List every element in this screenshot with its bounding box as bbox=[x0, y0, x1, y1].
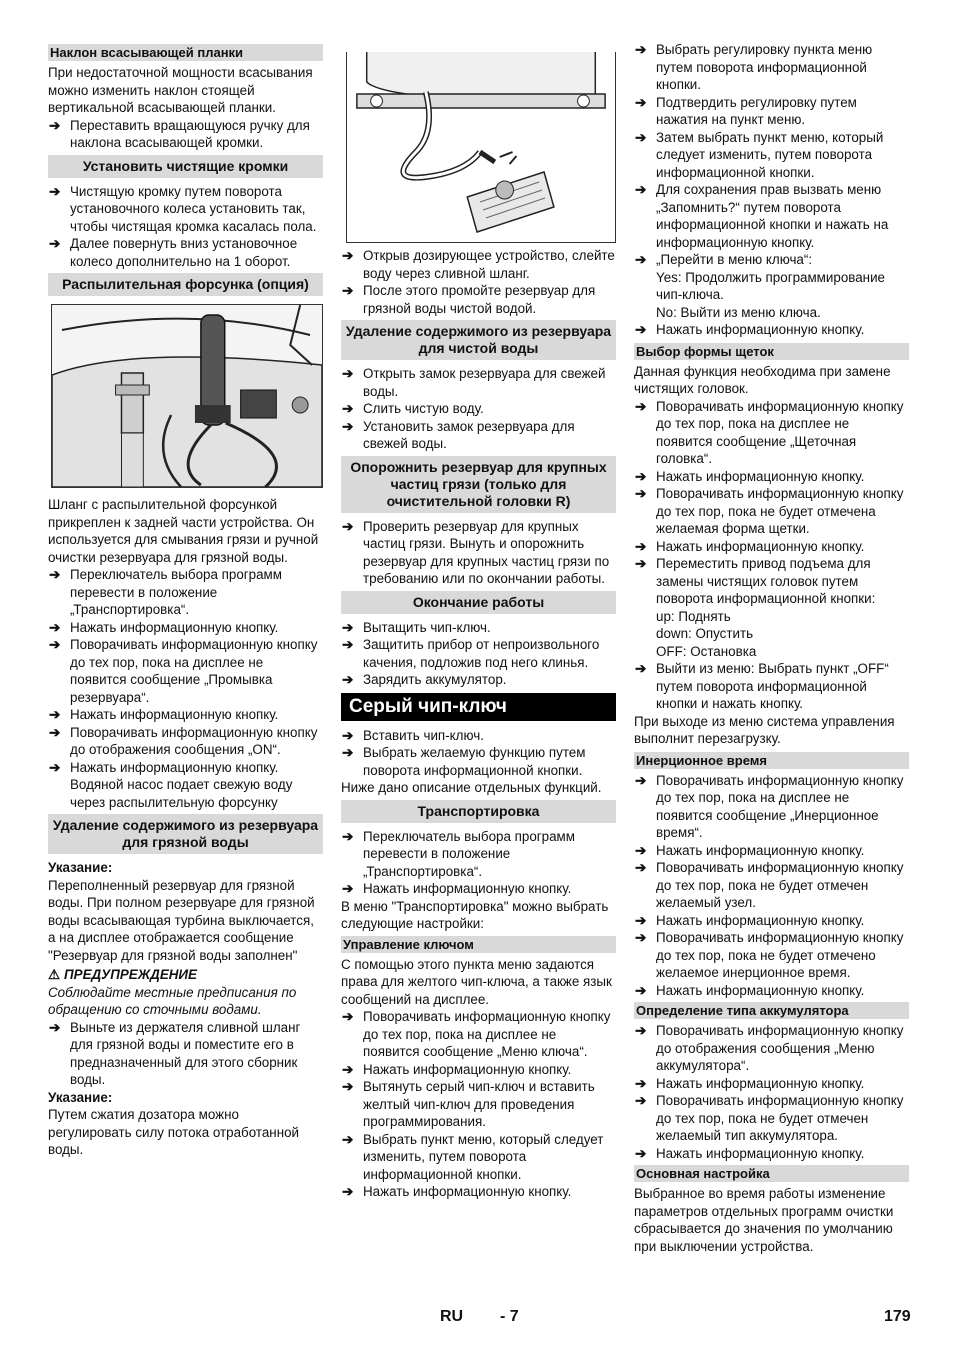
step-text: Поворачивать информационную кнопку до отображения сообщения „ON“. bbox=[70, 724, 318, 757]
step-item bbox=[634, 485, 909, 538]
step-item bbox=[48, 117, 323, 152]
arrow-right-icon: ➔ bbox=[635, 982, 647, 998]
arrow-right-icon: ➔ bbox=[342, 1009, 354, 1024]
section-heading-squeegee: Установить чистящие кромки bbox=[48, 155, 323, 178]
paragraph: В меню "Транспортировка" можно выбрать следующие настройки: bbox=[341, 898, 609, 931]
step-item bbox=[341, 619, 616, 637]
step-list bbox=[341, 247, 616, 317]
arrow-right-icon: ➔ bbox=[342, 518, 354, 534]
step-text: Нажать информационную кнопку. bbox=[363, 881, 572, 896]
arrow-right-icon: ➔ bbox=[342, 366, 354, 381]
step-item bbox=[634, 842, 909, 860]
step-item bbox=[341, 1183, 616, 1201]
step-text: Подтвердить регулировку путем нажатия на пункт меню. bbox=[656, 94, 857, 127]
step-continuation-list bbox=[634, 608, 909, 661]
step-continuation: up: Поднять bbox=[656, 608, 731, 624]
arrow-right-icon: ➔ bbox=[49, 567, 61, 582]
subheading-run-on-time: Инерционное время bbox=[634, 752, 909, 769]
step-text: Открыв дозирующее устройство, слейте воду через сливной шланг. bbox=[363, 248, 615, 281]
arrow-right-icon: ➔ bbox=[49, 117, 61, 133]
section-heading-coarse-dirt: Опорожнить резервуар для крупных частиц грязи (только для очистительной головки R) bbox=[341, 456, 616, 513]
step-text: Нажать информационную кнопку. bbox=[656, 468, 865, 484]
step-text: Поворачивать информационную кнопку до тех пор, пока не будет отмечен желаемый узел. bbox=[656, 860, 904, 910]
arrow-right-icon: ➔ bbox=[342, 727, 354, 743]
subheading-brush-shape: Выбор формы щеток bbox=[634, 343, 909, 360]
arrow-right-icon: ➔ bbox=[342, 1079, 354, 1094]
arrow-right-icon: ➔ bbox=[635, 129, 647, 145]
arrow-right-icon: ➔ bbox=[635, 42, 647, 57]
step-list bbox=[48, 1019, 323, 1089]
section-heading-dirty-water: Удаление содержимого из резервуара для грязной воды bbox=[48, 814, 323, 854]
paragraph: С помощью этого пункта меню задаются права для желтого чип-ключа, а также язык сообщений на дисплее. bbox=[341, 956, 612, 1007]
paragraph: При выходе из меню система управления выполнит перезагрузку. bbox=[634, 713, 895, 746]
arrow-right-icon: ➔ bbox=[49, 724, 61, 740]
step-continuation: Yes: Продолжить программирование чип-ключа. bbox=[656, 269, 885, 302]
step-continuation-list bbox=[634, 269, 909, 322]
arrow-right-icon: ➔ bbox=[342, 637, 354, 652]
step-item bbox=[48, 706, 323, 724]
arrow-right-icon: ➔ bbox=[635, 930, 647, 945]
step-list bbox=[634, 772, 909, 1000]
section-heading-spray-nozzle: Распылительная форсунка (опция) bbox=[48, 273, 323, 296]
subheading-suction-tilt: Наклон всасывающей планки bbox=[48, 44, 323, 61]
step-item bbox=[341, 282, 616, 317]
step-text: Поворачивать информационную кнопку до тех пор, пока не будет отмечен желаемый тип аккумулятора. bbox=[656, 1093, 904, 1143]
step-item bbox=[48, 619, 323, 637]
arrow-right-icon: ➔ bbox=[342, 283, 354, 298]
step-text: Затем выбрать пункт меню, который следует изменить, путем поворота информационной кнопки. bbox=[656, 129, 884, 180]
step-item bbox=[634, 398, 909, 468]
footer-section-number: - 7 bbox=[500, 1308, 519, 1325]
arrow-right-icon: ➔ bbox=[635, 860, 647, 875]
step-item bbox=[341, 1061, 616, 1079]
arrow-right-icon: ➔ bbox=[342, 1184, 354, 1199]
step-item bbox=[634, 181, 909, 251]
step-text: Установить замок резервуара для свежей воды. bbox=[363, 418, 575, 451]
arrow-right-icon: ➔ bbox=[635, 182, 647, 197]
step-text: Нажать информационную кнопку. bbox=[70, 619, 279, 635]
step-item bbox=[634, 555, 909, 608]
section-heading-end-of-work: Окончание работы bbox=[341, 591, 616, 614]
step-text: „Перейти в меню ключа“: bbox=[656, 252, 813, 267]
step-text: Нажать информационную кнопку. bbox=[70, 759, 279, 775]
step-text: Поворачивать информационную кнопку до тех пор, пока не будет отмечено желаемое инерционное время. bbox=[656, 930, 904, 980]
paragraph: Выбранное во время работы изменение параметров отдельных программ очистки сбрасывается до значения по умолчанию при выключении устройства. bbox=[634, 1186, 894, 1254]
step-text: Нажать информационную кнопку. bbox=[656, 912, 865, 928]
step-list bbox=[48, 566, 323, 776]
arrow-right-icon: ➔ bbox=[342, 619, 354, 635]
step-continuation: OFF: Остановка bbox=[656, 643, 757, 659]
step-continuation: No: Выйти из меню ключа. bbox=[656, 304, 821, 320]
step-text: Переключатель выбора программ перевести в положение „Транспортировка“. bbox=[70, 567, 282, 617]
chapter-heading-grey-key: Серый чип-ключ bbox=[341, 693, 616, 721]
step-list bbox=[341, 518, 616, 588]
step-list bbox=[341, 828, 616, 898]
step-list bbox=[634, 398, 909, 608]
arrow-right-icon: ➔ bbox=[635, 556, 647, 571]
step-item bbox=[341, 1008, 616, 1061]
step-item bbox=[341, 880, 616, 898]
arrow-right-icon: ➔ bbox=[635, 772, 647, 788]
arrow-right-icon: ➔ bbox=[342, 248, 354, 263]
step-list bbox=[341, 1008, 616, 1201]
step-text: Выбрать регулировку пункта меню путем поворота информационной кнопки. bbox=[656, 42, 873, 92]
step-item bbox=[634, 772, 909, 842]
step-text: Нажать информационную кнопку. bbox=[363, 1061, 572, 1077]
step-item bbox=[341, 1078, 616, 1131]
step-text: Нажать информационную кнопку. bbox=[363, 1184, 572, 1199]
arrow-right-icon: ➔ bbox=[635, 322, 647, 337]
step-list bbox=[341, 365, 616, 453]
subheading-battery-type: Определение типа аккумулятора bbox=[634, 1002, 909, 1019]
step-text: Для сохранения прав вызвать меню „Запомнить?“ путем поворота информационной кнопки и нажать на информационную кнопку. bbox=[656, 182, 889, 250]
step-continuation: down: Опустить bbox=[656, 626, 754, 641]
step-item bbox=[634, 859, 909, 912]
step-continuation: Водяной насос подает свежую воду через распылительную форсунку bbox=[70, 777, 293, 810]
step-text: Нажать информационную кнопку. bbox=[656, 1145, 865, 1161]
arrow-right-icon: ➔ bbox=[49, 1019, 61, 1035]
step-list bbox=[634, 321, 909, 339]
step-text: Нажать информационную кнопку. bbox=[656, 322, 865, 337]
arrow-right-icon: ➔ bbox=[635, 1145, 647, 1161]
warning-text: Соблюдайте местные предписания по обращению со сточными водами. bbox=[48, 984, 297, 1017]
step-item bbox=[341, 636, 616, 671]
step-item bbox=[634, 982, 909, 1000]
step-item bbox=[634, 251, 909, 269]
arrow-right-icon: ➔ bbox=[49, 637, 61, 652]
note-text: Переполненный резервуар для грязной воды. При полном резервуаре для грязной воды всасывающая турбина выключается, а на дисплее отображается сообщение "Резервуар для грязной воды заполнен" bbox=[48, 877, 315, 963]
step-text: Поворачивать информационную кнопку до тех пор, пока на дисплее не появится сообщение „Промывка резервуара“. bbox=[70, 637, 318, 705]
step-list bbox=[48, 183, 323, 271]
footer-language: RU bbox=[440, 1308, 464, 1325]
step-item bbox=[341, 365, 616, 400]
step-list bbox=[341, 727, 616, 780]
step-text: Переместить привод подъема для замены чистящих головок путем поворота информационной кнопки: bbox=[656, 556, 876, 606]
arrow-right-icon: ➔ bbox=[635, 468, 647, 484]
step-text: Проверить резервуар для крупных частиц грязи. Вынуть и опорожнить резервуар для крупных частиц грязи по требованию или по окончании работы. bbox=[363, 518, 610, 586]
step-item bbox=[341, 671, 616, 689]
subheading-basic-setting: Основная настройка bbox=[634, 1165, 909, 1182]
step-text: Поворачивать информационную кнопку до тех пор, пока не будет отмечена желаемая форма щетки. bbox=[656, 486, 904, 536]
step-text: Поворачивать информационную кнопку до отображения сообщения „Меню аккумулятора“. bbox=[656, 1023, 904, 1073]
step-item bbox=[634, 94, 909, 129]
step-item bbox=[634, 538, 909, 556]
section-heading-fresh-water: Удаление содержимого из резервуара для чистой воды bbox=[341, 320, 616, 360]
step-item bbox=[48, 724, 323, 759]
step-text: Переставить вращающуюся ручку для наклона всасывающей кромки. bbox=[70, 117, 310, 150]
paragraph: Ниже дано описание отдельных функций. bbox=[341, 780, 602, 795]
step-item bbox=[48, 636, 323, 706]
spray-nozzle-illustration bbox=[51, 304, 323, 488]
step-text: Зарядить аккумулятор. bbox=[363, 672, 507, 687]
arrow-right-icon: ➔ bbox=[342, 401, 354, 416]
warning-triangle-icon: ⚠ bbox=[48, 967, 61, 982]
warning-heading bbox=[48, 966, 323, 984]
footer-page-number: 179 bbox=[884, 1308, 911, 1325]
step-item bbox=[48, 235, 323, 270]
step-text: Вытащить чип-ключ. bbox=[363, 619, 491, 635]
note-label: Указание: bbox=[48, 1089, 113, 1105]
step-text: Нажать информационную кнопку. bbox=[656, 982, 865, 998]
step-text: Поворачивать информационную кнопку до тех пор, пока на дисплее не появится сообщение „Меню ключа“. bbox=[363, 1009, 611, 1059]
step-text: Выйти из меню: Выбрать пункт „OFF“ путем поворота информационной кнопки и нажать кнопку. bbox=[656, 661, 889, 711]
step-item bbox=[48, 1019, 323, 1089]
arrow-right-icon: ➔ bbox=[49, 707, 61, 722]
arrow-right-icon: ➔ bbox=[635, 398, 647, 414]
step-text: Вставить чип-ключ. bbox=[363, 727, 484, 743]
step-item bbox=[48, 183, 323, 236]
note-text: Путем сжатия дозатора можно регулировать силу потока отработанной воды. bbox=[48, 1107, 300, 1157]
step-item bbox=[634, 1145, 909, 1163]
step-text: Поворачивать информационную кнопку до тех пор, пока на дисплее не появится сообщение „Щеточная головка“. bbox=[656, 398, 904, 466]
arrow-right-icon: ➔ bbox=[635, 1093, 647, 1108]
arrow-right-icon: ➔ bbox=[342, 1131, 354, 1147]
arrow-right-icon: ➔ bbox=[635, 486, 647, 501]
step-text: Переключатель выбора программ перевести в положение „Транспортировка“. bbox=[363, 828, 575, 879]
step-text: Выбрать желаемую функцию путем поворота информационной кнопки. bbox=[363, 745, 586, 778]
step-item bbox=[634, 912, 909, 930]
step-list bbox=[48, 117, 323, 152]
arrow-right-icon: ➔ bbox=[342, 672, 354, 687]
step-item bbox=[634, 41, 909, 94]
step-list bbox=[634, 1022, 909, 1162]
step-text: Далее повернуть вниз установочное колесо дополнительно на 1 оборот. bbox=[70, 236, 298, 269]
arrow-right-icon: ➔ bbox=[635, 538, 647, 554]
paragraph: При недостаточной мощности всасывания можно изменить наклон стоящей вертикальной всасывающей планки. bbox=[48, 65, 313, 115]
step-text: Открыть замок резервуара для свежей воды. bbox=[363, 366, 606, 399]
arrow-right-icon: ➔ bbox=[342, 745, 354, 760]
column-1 bbox=[48, 44, 323, 1159]
step-item bbox=[634, 468, 909, 486]
step-item bbox=[634, 1092, 909, 1145]
step-item bbox=[634, 1075, 909, 1093]
section-heading-transport: Транспортировка bbox=[341, 800, 616, 823]
arrow-right-icon: ➔ bbox=[342, 828, 354, 844]
paragraph: Шланг с распылительной форсункой прикреплен к задней части устройства. Он используется для смывания грязи и ручной очистки резервуара для грязной воды. bbox=[48, 497, 319, 565]
step-text: Поворачивать информационную кнопку до тех пор, пока на дисплее не появится сообщение „Инерционное время“. bbox=[656, 772, 904, 840]
arrow-right-icon: ➔ bbox=[342, 881, 354, 896]
step-item bbox=[48, 759, 323, 777]
arrow-right-icon: ➔ bbox=[635, 842, 647, 858]
column-2 bbox=[341, 52, 616, 1201]
arrow-right-icon: ➔ bbox=[635, 1075, 647, 1091]
step-list bbox=[341, 619, 616, 689]
arrow-right-icon: ➔ bbox=[635, 94, 647, 110]
step-item bbox=[634, 1022, 909, 1075]
step-item bbox=[634, 129, 909, 182]
drain-hose-illustration bbox=[346, 52, 616, 243]
arrow-right-icon: ➔ bbox=[342, 418, 354, 434]
step-text: Нажать информационную кнопку. bbox=[70, 707, 279, 722]
paragraph: Данная функция необходима при замене чистящих головок. bbox=[634, 363, 891, 396]
step-text: Слить чистую воду. bbox=[363, 401, 484, 416]
step-text: Нажать информационную кнопку. bbox=[656, 538, 865, 554]
step-text: Выньте из держателя сливной шланг для грязной воды и поместите его в предназначенный для этого сборник воды. bbox=[70, 1019, 301, 1087]
step-list bbox=[634, 660, 909, 713]
note-label: Указание: bbox=[48, 860, 113, 875]
step-text: Выбрать пункт меню, который следует изменить, путем поворота информационной кнопки. bbox=[363, 1131, 604, 1182]
step-item bbox=[341, 727, 616, 745]
step-item bbox=[341, 744, 616, 779]
step-text: Чистящую кромку путем поворота установочного колеса установить так, чтобы чистящая кромка касалась пола. bbox=[70, 183, 317, 234]
step-text: Вытянуть серый чип-ключ и вставить желтый чип-ключ для проведения программирования. bbox=[363, 1079, 595, 1129]
step-item bbox=[48, 566, 323, 619]
step-item bbox=[634, 321, 909, 339]
arrow-right-icon: ➔ bbox=[635, 1023, 647, 1038]
step-text: Нажать информационную кнопку. bbox=[656, 842, 865, 858]
arrow-right-icon: ➔ bbox=[635, 912, 647, 928]
step-item bbox=[634, 660, 909, 713]
step-text: Защитить прибор от непроизвольного качения, подложив под него клинья. bbox=[363, 637, 600, 670]
step-item bbox=[341, 1131, 616, 1184]
arrow-right-icon: ➔ bbox=[49, 759, 61, 775]
step-item bbox=[341, 247, 616, 282]
step-text: После этого промойте резервуар для грязной воды чистой водой. bbox=[363, 283, 596, 316]
subheading-key-management: Управление ключом bbox=[341, 936, 616, 953]
arrow-right-icon: ➔ bbox=[49, 619, 61, 635]
arrow-right-icon: ➔ bbox=[342, 1061, 354, 1077]
step-list bbox=[634, 41, 909, 269]
column-3 bbox=[634, 41, 909, 1255]
arrow-right-icon: ➔ bbox=[49, 236, 61, 251]
arrow-right-icon: ➔ bbox=[49, 183, 61, 199]
step-item bbox=[341, 400, 616, 418]
step-text: Нажать информационную кнопку. bbox=[656, 1075, 865, 1091]
arrow-right-icon: ➔ bbox=[635, 252, 647, 267]
step-item bbox=[341, 418, 616, 453]
arrow-right-icon: ➔ bbox=[635, 661, 647, 676]
step-item bbox=[341, 828, 616, 881]
step-item bbox=[634, 929, 909, 982]
step-item bbox=[341, 518, 616, 588]
warning-label: ПРЕДУПРЕЖДЕНИЕ bbox=[64, 967, 197, 982]
